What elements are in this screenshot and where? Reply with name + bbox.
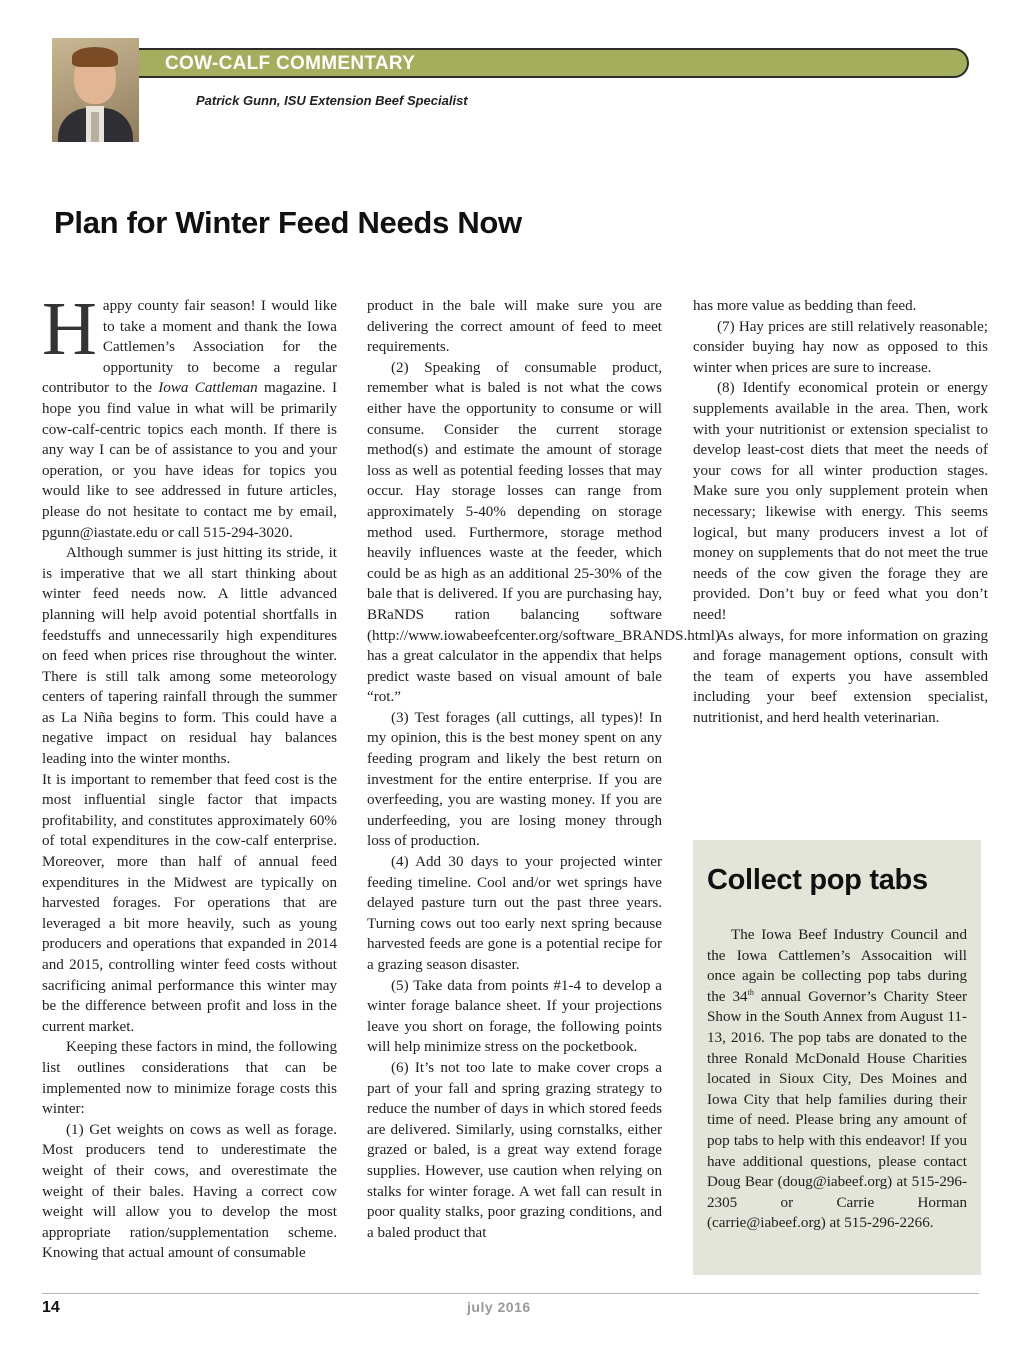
footer-divider <box>42 1293 979 1294</box>
author-photo <box>52 38 139 142</box>
list-item: (1) Get weights on cows as well as forage. Most producers tend to underestimate the weight of their cows, and overestimate the weight of their bales. Having a correct cow weight will allow you to develop the most appropriate ration/supplementation scheme. Knowing that actual amount of consumable <box>42 1121 337 1262</box>
sidebar-title: Collect pop tabs <box>707 864 928 896</box>
issue-date: july 2016 <box>467 1299 531 1315</box>
ordinal-suffix: th <box>747 987 754 997</box>
list-item: (6) It’s not too late to make cover crops a part of your fall and spring grazing strategy to reduce the number of days in which stored feeds are delivered. Similarly, using cornstalks, either grazed or baled, is a great way extend forage supplies. However, use caution when relying on stalks for winter forage. A wet fall can result in poor quality stalks, poor grazing conditions, and a baled product that <box>367 1059 662 1241</box>
magazine-title: Iowa Cattleman <box>158 380 258 397</box>
column-title: COW-CALF COMMENTARY <box>165 53 416 74</box>
article-paragraph: It is important to remember that feed cost is the most influential single factor that impacts profitability, and constitutes approximately 60% of total expenditures in the cow-calf enterprise. Moreover, more than half of annual feed expenditures in the Midwest are typically on harvested forages. For operations that are leveraged a bit more heavily, such as young producers and operations that expanded in 2014 and 2015, controlling winter feed costs without sacrificing animal performance this winter may be the difference between profit and loss in the current market. <box>42 771 337 1035</box>
sidebar-text: The Iowa Beef Industry Council and the Iowa Cattlemen’s Assocaition will once again be collecting pop tabs during the 34th annual Governor’s Charity Steer Show in the South Annex from August 11-13, 2016. The pop tabs are donated to the three Ronald McDonald House Charities located in Sioux City, Des Moines and Iowa City that help families during their time of need. Please bring any amount of pop tabs to help with this endeavor! If you have additional questions, please contact Doug Bear (doug@iabeef.org) at 515-296-2305 or Carrie Horman (carrie@iabeef.org) at 515-296-2266. <box>707 927 967 1232</box>
article-paragraph: product in the bale will make sure you are delivering the correct amount of feed to meet requirements. <box>367 298 662 356</box>
article-headline: Plan for Winter Feed Needs Now <box>54 205 522 240</box>
list-item: (5) Take data from points #1-4 to develop a winter forage balance sheet. If your projections leave you short on forage, the following points will help minimize stress on the pocketbook. <box>367 977 662 1056</box>
page-number: 14 <box>42 1299 60 1316</box>
article-column-2 <box>367 296 720 1243</box>
article-column-1 <box>42 287 337 1264</box>
column-banner <box>139 48 969 78</box>
list-item: (7) Hay prices are still relatively reasonable; consider buying hay now as opposed to this winter when prices are sure to increase. <box>693 318 988 376</box>
pop-tabs-sidebar <box>693 840 981 1275</box>
article-paragraph: As always, for more information on grazing and forage management options, consult with the team of experts you have assembled including your beef extension specialist, nutritionist, and herd health veterinarian. <box>693 627 988 726</box>
drop-cap: H <box>42 287 97 371</box>
author-byline: Patrick Gunn, ISU Extension Beef Specialist <box>196 93 468 108</box>
article-paragraph: Happy county fair season! I would like to take a moment and thank the Iowa Cattlemen’s Association for the opportunity to become a regular contributor to the Iowa Cattleman magazine. I hope you find value in what will be primarily cow-calf-centric topics each month. If there is any way I can be of assistance to you and your operation, or you have ideas for topics you would like to see addressed in future articles, please do not hesitate to contact me by email, pgunn@iastate.edu or call 515-294-3020. <box>42 287 337 541</box>
list-item: (3) Test forages (all cuttings, all types)! In my opinion, this is the best money spent on any feeding program and likely the best return on investment for the entire enterprise. If you are overfeeding, you are wasting money. If you are underfeeding, you are losing money through loss of production. <box>367 709 662 850</box>
list-item: (8) Identify economical protein or energy supplements available in the area. Then, work with your nutritionist or extension specialist to develop least-cost diets that meet the needs of your cows for all winter production stages. Make sure you only supplement protein when necessary; likewise with energy. This seems logical, but many producers invest a lot of money on supplements that do not meet the true needs of the cow given the forage they are provided. Don’t buy or feed what you don’t need! <box>693 380 988 623</box>
article-paragraph: Keeping these factors in mind, the following list outlines considerations that can be implemented now to minimize forage costs this winter: <box>42 1039 337 1118</box>
article-paragraph: has more value as bedding than feed. <box>693 298 917 314</box>
list-item: (2) Speaking of consumable product, remember what is baled is not what the cows either have the opportunity to consume or will consume. Consider the current storage method(s) and estimate the amount of storage loss as well as potential feeding losses that may occur. Hay storage losses can range from approximately 5-40% depending on storage method used. Furthermore, storage method heavily influences waste at the feeder, which could be as high as an additional 25-30% of the bale that is delivered. If you are purchasing hay, BRaNDS ration balancing software (http://www.iowabeefcenter.org/software_BRANDS.html) has a great calculator in the appendix that helps predict waste based on visual amount of bale “rot.” <box>367 359 720 706</box>
list-item: (4) Add 30 days to your projected winter feeding timeline. Cool and/or wet springs have delayed pasture turn out the past three years. Turning cows out too early next spring because harvested feeds are gone is a potential recipe for a grazing season disaster. <box>367 854 662 973</box>
article-column-3 <box>693 296 988 728</box>
article-paragraph: Although summer is just hitting its stride, it is imperative that we all start thinking about winter feed needs now. A little advanced planning will help avoid potential shortfalls in feedstuffs and unnecessarily high expenditures on feed when prices rise throughout the winter. There is still talk among some meteorology centers of tapering rainfall through the summer as La Niña begins to form. This could have a negative impact on residual hay balances leading into the winter months. <box>42 545 337 768</box>
